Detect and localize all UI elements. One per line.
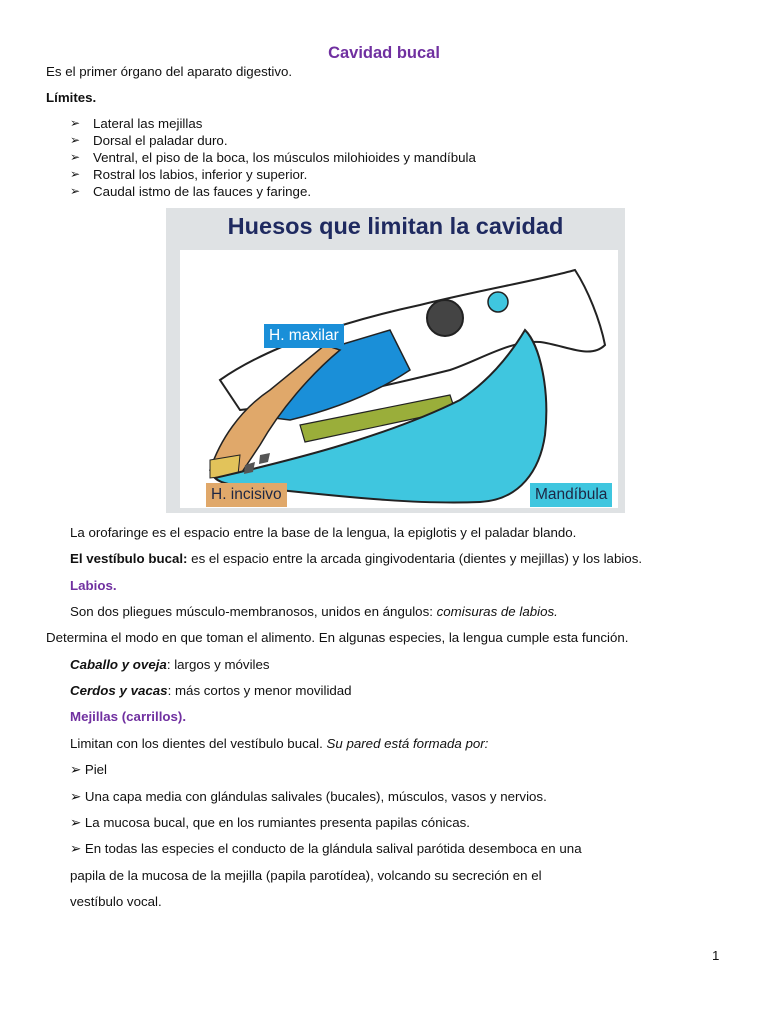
page-number: 1 (712, 948, 720, 963)
list-item-text: Ventral, el piso de la boca, los músculos milohioides y mandíbula (93, 150, 476, 165)
vestibulo-text: es el espacio entre la arcada gingivodentaria (dientes y mejillas) y los labios. (187, 551, 643, 566)
figure-canvas (180, 250, 618, 508)
labios-heading: Labios. (70, 578, 117, 593)
mejillas-text: Limitan con los dientes del vestíbulo bucal. (70, 736, 327, 751)
labios-text: Son dos pliegues músculo-membranosos, unidos en ángulos: (70, 604, 437, 619)
label-maxilar: H. maxilar (264, 324, 344, 348)
mejillas-item-continued: vestíbulo vocal. (70, 894, 162, 909)
intro-text: Es el primer órgano del aparato digestivo. (46, 64, 293, 79)
mejillas-item: ➢ Piel (70, 762, 108, 777)
arrowhead-bullet-icon: ➢ (70, 184, 81, 198)
list-item (70, 183, 476, 200)
labios-paragraph (70, 604, 558, 619)
mejillas-heading: Mejillas (carrillos). (70, 709, 187, 724)
labios-italic: comisuras de labios. (436, 604, 558, 619)
caballo-term: Caballo y oveja (70, 657, 167, 672)
orofaringe-paragraph: La orofaringe es el espacio entre la base de la lengua, la epiglotis y el paladar blando. (70, 525, 577, 540)
cerdos-term: Cerdos y vacas (70, 683, 168, 698)
arrowhead-bullet-icon: ➢ (70, 116, 81, 130)
vestibulo-paragraph (70, 551, 642, 566)
list-item (70, 115, 476, 132)
page-title: Cavidad bucal (328, 44, 440, 62)
list-item-text: Lateral las mejillas (93, 116, 203, 131)
figure-title: Huesos que limitan la cavidad (227, 213, 564, 239)
limits-heading: Límites. (46, 90, 97, 105)
mejillas-item: ➢ En todas las especies el conducto de la glándula salival parótida desemboca en una (70, 841, 582, 856)
cerdos-text: : más cortos y menor movilidad (167, 683, 352, 698)
list-item (70, 149, 476, 166)
arrowhead-bullet-icon: ➢ (70, 150, 81, 164)
mejillas-paragraph (70, 736, 488, 751)
mejillas-item: ➢ La mucosa bucal, que en los rumiantes presenta papilas cónicas. (70, 815, 470, 830)
mejillas-item-continued: papila de la mucosa de la mejilla (papila parotídea), volcando su secreción en el (70, 868, 542, 883)
list-item (70, 132, 476, 149)
mejillas-item: ➢ Una capa media con glándulas salivales (bucales), músculos, vasos y nervios. (70, 789, 547, 804)
skull-figure (166, 208, 625, 513)
limits-list (70, 115, 476, 200)
label-incisivo: H. incisivo (206, 483, 287, 507)
list-item-text: Dorsal el paladar duro. (93, 133, 228, 148)
cerdos-line (70, 683, 352, 698)
mejillas-italic: Su pared está formada por: (326, 736, 489, 751)
arrowhead-bullet-icon: ➢ (70, 133, 81, 147)
determina-paragraph: Determina el modo en que toman el alimento. En algunas especies, la lengua cumple esta función. (46, 630, 629, 645)
label-mandibula: Mandíbula (530, 483, 612, 507)
vestibulo-term: El vestíbulo bucal: (70, 551, 188, 566)
arrowhead-bullet-icon: ➢ (70, 167, 81, 181)
list-item (70, 166, 476, 183)
caballo-text: : largos y móviles (166, 657, 270, 672)
list-item-text: Caudal istmo de las fauces y faringe. (93, 184, 312, 199)
skull-illustration (180, 250, 618, 508)
orbit (427, 300, 463, 336)
caballo-line (70, 657, 270, 672)
list-item-text: Rostral los labios, inferior y superior. (93, 167, 308, 182)
